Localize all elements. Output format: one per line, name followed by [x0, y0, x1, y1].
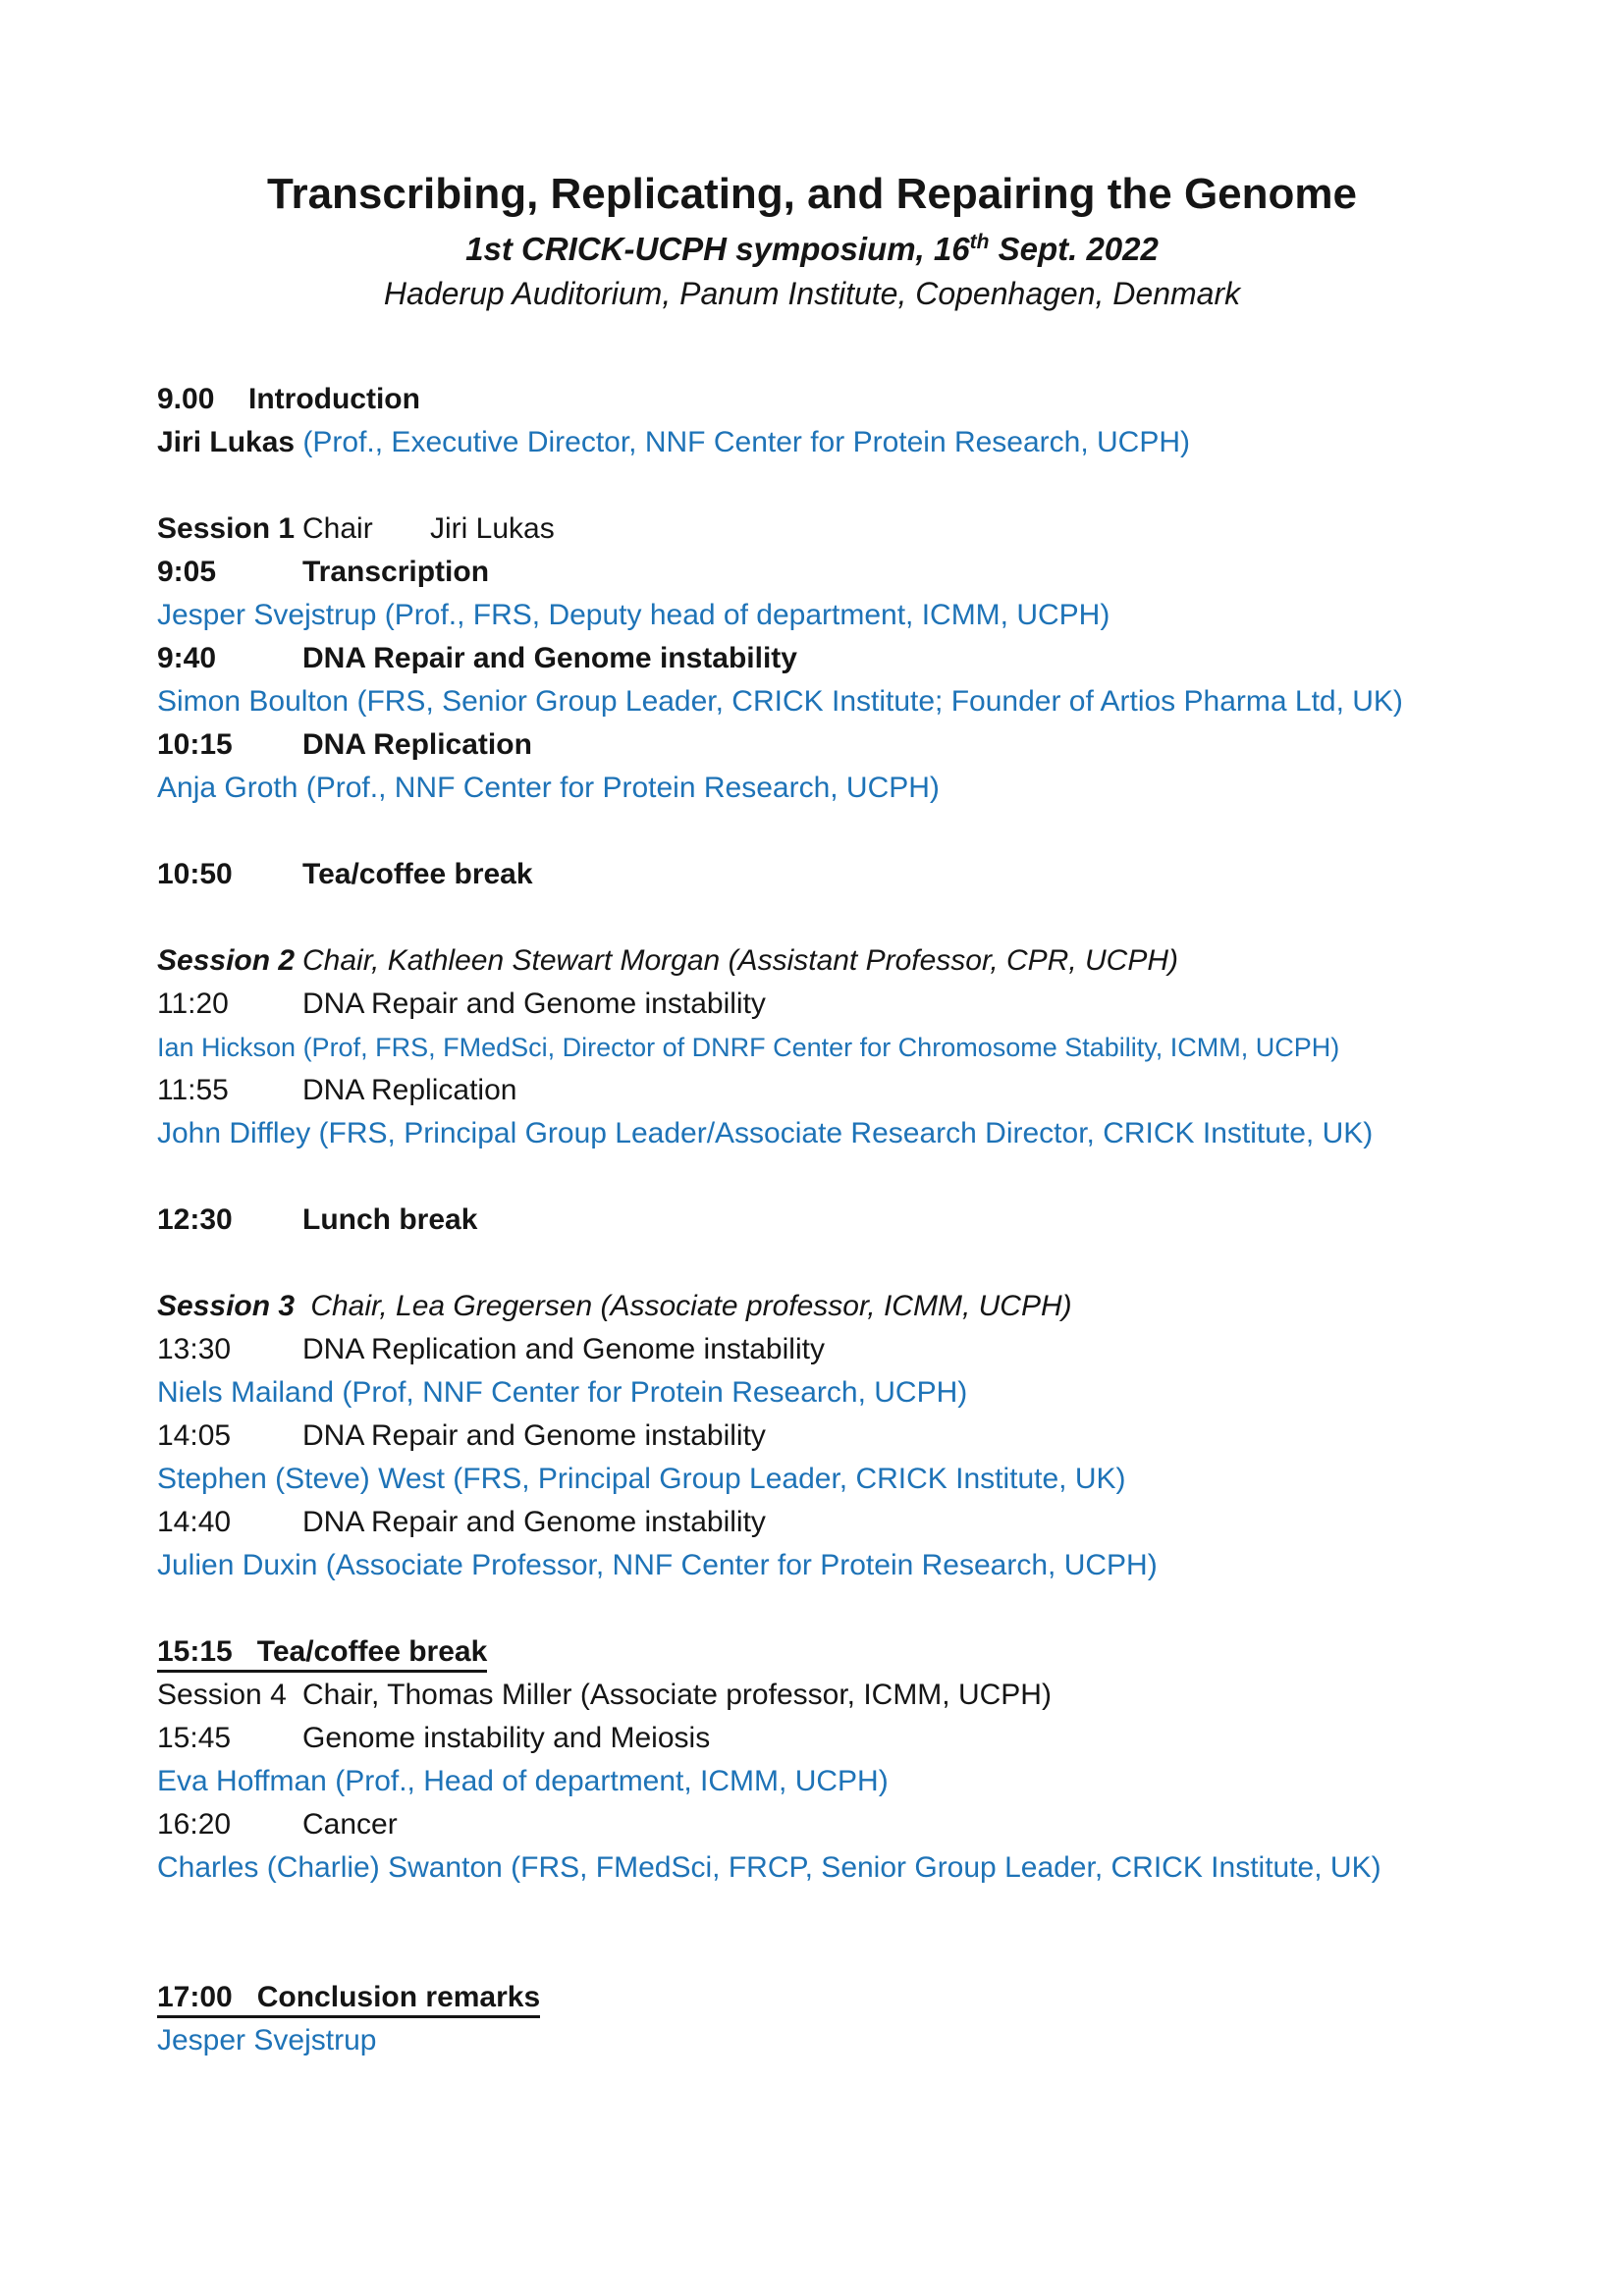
chair-text: Chair, Thomas Miller (Associate professor, ICMM, UCPH)	[302, 1679, 1052, 1711]
talk-time: 14:40	[157, 1506, 232, 1538]
document-location: Haderup Auditorium, Panum Institute, Copenhagen, Denmark	[383, 276, 1241, 311]
talk-time: 15:45	[157, 1722, 232, 1754]
conclusion-row	[157, 1976, 1565, 2019]
break-row	[157, 1199, 1565, 1242]
program-body	[0, 315, 1624, 2062]
session-label: Session 2	[157, 944, 296, 977]
talk-title: DNA Repair and Genome instability	[302, 1506, 766, 1538]
intro-row	[157, 378, 1565, 421]
speaker-affiliation: (Prof., Executive Director, NNF Center for Protein Research, UCPH)	[295, 426, 1191, 458]
intro-speaker-row	[157, 421, 1565, 464]
spacer	[157, 1890, 1565, 1933]
speaker-row	[157, 594, 1565, 637]
break-time: 12:30	[157, 1203, 233, 1236]
subtitle-superscript: th	[969, 231, 990, 253]
speaker-line: Niels Mailand (Prof, NNF Center for Protein Research, UCPH)	[157, 1376, 968, 1409]
talk-row	[157, 1717, 1565, 1760]
talk-row	[157, 723, 1565, 767]
session3-header-row	[157, 1285, 1565, 1328]
spacer	[157, 810, 1565, 853]
speaker-name: Jiri Lukas	[157, 426, 296, 458]
session-label: Session 1	[157, 512, 296, 545]
speaker-row	[157, 1026, 1565, 1069]
chair-text: Chair, Kathleen Stewart Morgan (Assistant Professor, CPR, UCPH)	[302, 944, 1179, 977]
talk-row	[157, 1501, 1565, 1544]
talk-title: DNA Replication	[302, 728, 532, 761]
speaker-line: Charles (Charlie) Swanton (FRS, FMedSci, FRCP, Senior Group Leader, CRICK Institute, UK)	[157, 1851, 1381, 1884]
speaker-row	[157, 1544, 1565, 1587]
spacer	[157, 1933, 1565, 1976]
talk-row	[157, 1069, 1565, 1112]
talk-title: Genome instability and Meiosis	[302, 1722, 711, 1754]
talk-title: Cancer	[302, 1808, 398, 1841]
speaker-line: Julien Duxin (Associate Professor, NNF Center for Protein Research, UCPH)	[157, 1549, 1158, 1581]
session4-header-row	[157, 1674, 1565, 1717]
spacer	[157, 1242, 1565, 1285]
intro-time: 9.00	[157, 383, 215, 415]
speaker-line: Anja Groth (Prof., NNF Center for Protein Research, UCPH)	[157, 772, 940, 804]
speaker-line: Jesper Svejstrup (Prof., FRS, Deputy head of department, ICMM, UCPH)	[157, 599, 1110, 631]
break-time: 10:50	[157, 858, 233, 890]
talk-title: DNA Repair and Genome instability	[302, 642, 797, 674]
talk-row	[157, 637, 1565, 680]
session2-header-row	[157, 939, 1565, 983]
speaker-line: Jesper Svejstrup	[157, 2024, 377, 2056]
spacer	[157, 1155, 1565, 1199]
document-subtitle	[0, 220, 1624, 272]
speaker-row	[157, 1846, 1565, 1890]
chair-text: Chair, Lea Gregersen (Associate professor, ICMM, UCPH)	[302, 1290, 1072, 1322]
break-underlined-row	[157, 1630, 1565, 1674]
document-title: Transcribing, Replicating, and Repairing the Genome	[267, 170, 1357, 218]
speaker-row	[157, 1112, 1565, 1155]
break-heading: 15:15 Tea/coffee break	[157, 1634, 487, 1673]
speaker-line: Stephen (Steve) West (FRS, Principal Group Leader, CRICK Institute, UK)	[157, 1463, 1126, 1495]
speaker-row	[157, 1371, 1565, 1415]
speaker-line: Eva Hoffman (Prof., Head of department, ICMM, UCPH)	[157, 1765, 889, 1797]
talk-time: 9:40	[157, 642, 217, 674]
talk-title: Transcription	[302, 556, 490, 588]
session-label: Session 3	[157, 1290, 296, 1322]
talk-title: DNA Repair and Genome instability	[302, 988, 766, 1020]
talk-row	[157, 1415, 1565, 1458]
conclusion-heading: 17:00 Conclusion remarks	[157, 1980, 540, 2018]
speaker-row	[157, 680, 1565, 723]
speaker-line: Simon Boulton (FRS, Senior Group Leader, CRICK Institute; Founder of Artios Pharma Ltd, UK)	[157, 685, 1403, 718]
conclusion-speaker-row	[157, 2019, 1565, 2062]
spacer	[157, 315, 1565, 378]
talk-time: 14:05	[157, 1419, 232, 1452]
spacer	[157, 896, 1565, 939]
talk-row	[157, 1328, 1565, 1371]
break-row	[157, 853, 1565, 896]
talk-time: 10:15	[157, 728, 233, 761]
speaker-line: Ian Hickson (Prof, FRS, FMedSci, Director of DNRF Center for Chromosome Stability, ICMM, UCPH)	[157, 1033, 1340, 1062]
subtitle-text: 1st CRICK-UCPH symposium, 16	[465, 231, 970, 267]
break-title: Lunch break	[302, 1203, 478, 1236]
talk-time: 9:05	[157, 556, 217, 588]
talk-title: DNA Replication	[302, 1074, 517, 1106]
talk-time: 11:55	[157, 1074, 229, 1106]
session1-header-row	[157, 507, 1565, 551]
talk-row	[157, 551, 1565, 594]
speaker-row	[157, 1760, 1565, 1803]
chair-word: Chair	[302, 512, 373, 545]
break-title: Tea/coffee break	[302, 858, 533, 890]
talk-title: DNA Replication and Genome instability	[302, 1333, 825, 1365]
subtitle-date: Sept. 2022	[989, 231, 1159, 267]
talk-row	[157, 1803, 1565, 1846]
spacer	[157, 464, 1565, 507]
talk-time: 13:30	[157, 1333, 232, 1365]
speaker-row	[157, 767, 1565, 810]
session-label: Session 4	[157, 1679, 287, 1711]
talk-time: 16:20	[157, 1808, 232, 1841]
speaker-line: John Diffley (FRS, Principal Group Leader/Associate Research Director, CRICK Institute, UK)	[157, 1117, 1374, 1149]
intro-title: Introduction	[248, 383, 420, 415]
talk-time: 11:20	[157, 988, 229, 1020]
document-header	[0, 169, 1624, 315]
spacer	[157, 1587, 1565, 1630]
chair-name: Jiri Lukas	[430, 512, 555, 545]
talk-title: DNA Repair and Genome instability	[302, 1419, 766, 1452]
talk-row	[157, 983, 1565, 1026]
speaker-row	[157, 1458, 1565, 1501]
